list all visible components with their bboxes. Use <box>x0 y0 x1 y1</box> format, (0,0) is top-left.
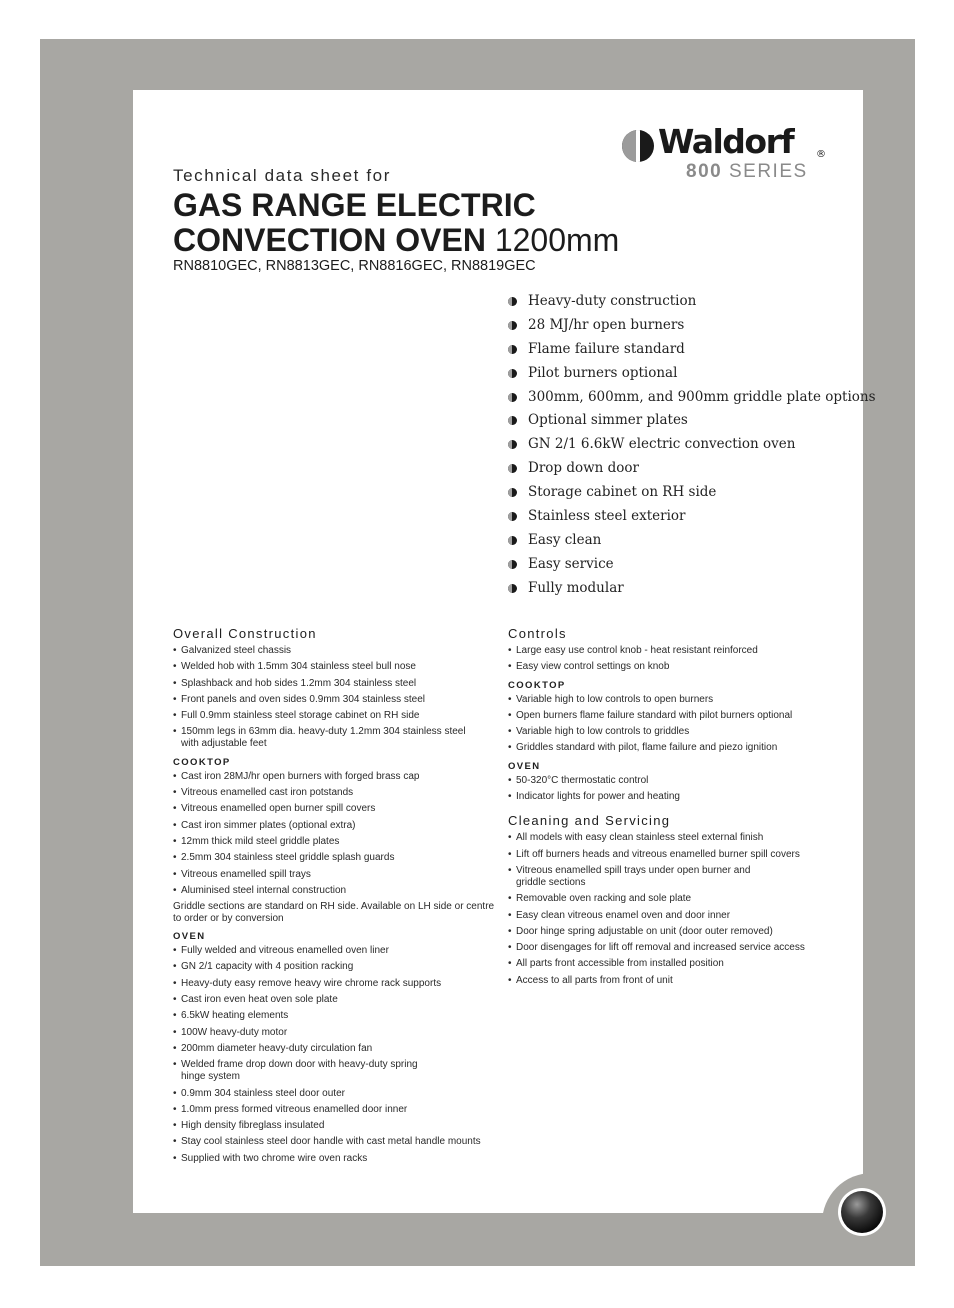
feature-list <box>508 290 876 601</box>
list-item: • 1.0mm press formed vitreous enamelled door inner <box>173 1104 503 1116</box>
half-circle-bullet-icon <box>508 369 517 378</box>
waldorf-logo-icon <box>622 130 654 162</box>
feature-item <box>508 457 876 481</box>
feature-label: Storage cabinet on RH side <box>528 484 717 501</box>
cleaning-servicing-list <box>508 832 838 986</box>
half-circle-bullet-icon <box>508 488 517 497</box>
half-circle-bullet-icon <box>508 297 517 306</box>
list-item: • Stay cool stainless steel door handle with cast metal handle mounts <box>173 1136 503 1148</box>
title-line-2 <box>173 223 619 258</box>
list-item: • Indicator lights for power and heating <box>508 791 838 803</box>
list-item: • Access to all parts from front of unit <box>508 975 838 987</box>
list-item: • All models with easy clean stainless steel external finish <box>508 832 838 844</box>
controls-cooktop-list <box>508 694 838 755</box>
cleaning-servicing-heading: Cleaning and Servicing <box>508 813 671 829</box>
title-line-2-text: CONVECTION OVEN <box>173 222 486 258</box>
list-item: • Full 0.9mm stainless steel storage cabinet on RH side <box>173 710 503 722</box>
list-item: • Variable high to low controls to open burners <box>508 694 838 706</box>
list-item: • 150mm legs in 63mm dia. heavy-duty 1.2mm 304 stainless steel with adjustable feet <box>173 726 481 750</box>
controls-cooktop-subheading: COOKTOP <box>508 679 566 691</box>
feature-item <box>508 314 876 338</box>
list-item: • 50-320°C thermostatic control <box>508 775 838 787</box>
feature-item <box>508 362 876 386</box>
list-item: • Vitreous enamelled spill trays <box>173 869 503 881</box>
feature-item <box>508 409 876 433</box>
feature-label: 28 MJ/hr open burners <box>528 316 685 333</box>
oven-construction-list <box>173 945 503 1165</box>
feature-label: Pilot burners optional <box>528 364 678 381</box>
logo-wordmark: Waldorf <box>658 122 794 161</box>
title-size: 1200mm <box>494 222 620 258</box>
list-item: • 6.5kW heating elements <box>173 1010 503 1022</box>
overall-construction-heading: Overall Construction <box>173 626 317 641</box>
list-item: • 12mm thick mild steel griddle plates <box>173 836 503 848</box>
list-item: • Supplied with two chrome wire oven racks <box>173 1153 503 1165</box>
feature-item <box>508 553 876 577</box>
list-item: • Galvanized steel chassis <box>173 645 503 657</box>
feature-item <box>508 529 876 553</box>
sphere-icon <box>841 1191 883 1233</box>
logo-series <box>686 161 808 183</box>
registered-mark: ® <box>816 149 826 160</box>
half-circle-bullet-icon <box>508 536 517 545</box>
list-item: • All parts front accessible from installed position <box>508 958 838 970</box>
oven-subheading: OVEN <box>173 931 206 943</box>
list-item: • Lift off burners heads and vitreous enamelled burner spill covers <box>508 849 838 861</box>
half-circle-bullet-icon <box>508 416 517 425</box>
feature-label: Drop down door <box>528 460 639 477</box>
overall-construction-column <box>173 625 503 1169</box>
feature-label: Easy clean <box>528 531 602 548</box>
list-item: • 2.5mm 304 stainless steel griddle splash guards <box>173 852 503 864</box>
list-item: • 100W heavy-duty motor <box>173 1027 503 1039</box>
list-item: • Easy clean vitreous enamel oven and door inner <box>508 910 838 922</box>
feature-item <box>508 433 876 457</box>
feature-label: Heavy-duty construction <box>528 293 697 309</box>
document-subtitle: Technical data sheet for <box>173 166 391 185</box>
overall-construction-list <box>173 645 503 750</box>
list-item: • Splashback and hob sides 1.2mm 304 stainless steel <box>173 678 503 690</box>
feature-label: 300mm, 600mm, and 900mm griddle plate options <box>528 388 876 405</box>
list-item: • High density fibreglass insulated <box>173 1120 503 1132</box>
waldorf-logo <box>622 122 832 184</box>
half-circle-bullet-icon <box>508 393 517 402</box>
feature-item <box>508 577 876 601</box>
list-item: • Door hinge spring adjustable on unit (door outer removed) <box>508 926 838 938</box>
list-item: • Door disengages for lift off removal and increased service access <box>508 942 838 954</box>
list-item: • Vitreous enamelled open burner spill covers <box>173 803 503 815</box>
document-title <box>173 188 619 258</box>
series-word: SERIES <box>728 161 808 182</box>
list-item: • Aluminised steel internal construction <box>173 885 503 897</box>
list-item: • Variable high to low controls to griddles <box>508 726 838 738</box>
list-item: • Removable oven racking and sole plate <box>508 893 838 905</box>
list-item: • Large easy use control knob - heat resistant reinforced <box>508 645 838 657</box>
feature-item <box>508 338 876 362</box>
list-item: • Front panels and oven sides 0.9mm 304 stainless steel <box>173 694 503 706</box>
feature-label: Flame failure standard <box>528 340 685 357</box>
series-number: 800 <box>686 161 723 182</box>
list-item: • Cast iron simmer plates (optional extra) <box>173 820 503 832</box>
controls-column <box>508 625 838 991</box>
griddle-note: Griddle sections are standard on RH side. Available on LH side or centre to order or by conversion <box>173 901 495 925</box>
feature-label: Optional simmer plates <box>528 412 688 429</box>
feature-item <box>508 386 876 410</box>
list-item: • Fully welded and vitreous enamelled oven liner <box>173 945 503 957</box>
half-circle-bullet-icon <box>508 464 517 473</box>
feature-item <box>508 290 876 314</box>
list-item: • Vitreous enamelled spill trays under open burner and griddle sections <box>508 865 766 889</box>
feature-label: Stainless steel exterior <box>528 508 686 525</box>
title-line-1: GAS RANGE ELECTRIC <box>173 187 536 223</box>
controls-heading: Controls <box>508 626 567 641</box>
half-circle-bullet-icon <box>508 560 517 569</box>
list-item: • 0.9mm 304 stainless steel door outer <box>173 1088 503 1100</box>
half-circle-bullet-icon <box>508 512 517 521</box>
list-item: • Vitreous enamelled cast iron potstands <box>173 787 503 799</box>
list-item: • Welded hob with 1.5mm 304 stainless steel bull nose <box>173 661 503 673</box>
list-item: • GN 2/1 capacity with 4 position racking <box>173 961 503 973</box>
half-circle-bullet-icon <box>508 440 517 449</box>
list-item: • 200mm diameter heavy-duty circulation fan <box>173 1043 503 1055</box>
feature-label: GN 2/1 6.6kW electric convection oven <box>528 436 796 453</box>
controls-oven-list <box>508 775 838 803</box>
list-item: • Griddles standard with pilot, flame failure and piezo ignition <box>508 742 838 754</box>
cooktop-subheading: COOKTOP <box>173 756 231 768</box>
cooktop-construction-list <box>173 771 503 897</box>
list-item: • Cast iron even heat oven sole plate <box>173 994 503 1006</box>
half-circle-bullet-icon <box>508 584 517 593</box>
feature-label: Easy service <box>528 555 614 572</box>
list-item: • Welded frame drop down door with heavy-duty spring hinge system <box>173 1059 441 1083</box>
list-item: • Heavy-duty easy remove heavy wire chrome rack supports <box>173 978 503 990</box>
half-circle-bullet-icon <box>508 345 517 354</box>
half-circle-bullet-icon <box>508 321 517 330</box>
list-item: • Cast iron 28MJ/hr open burners with forged brass cap <box>173 771 503 783</box>
list-item: • Easy view control settings on knob <box>508 661 838 673</box>
feature-item <box>508 505 876 529</box>
model-numbers: RN8810GEC, RN8813GEC, RN8816GEC, RN8819GEC <box>173 258 536 274</box>
controls-oven-subheading: OVEN <box>508 760 541 772</box>
feature-label: Fully modular <box>528 579 624 596</box>
list-item: • Open burners flame failure standard with pilot burners optional <box>508 710 838 722</box>
controls-list <box>508 645 838 673</box>
feature-item <box>508 481 876 505</box>
